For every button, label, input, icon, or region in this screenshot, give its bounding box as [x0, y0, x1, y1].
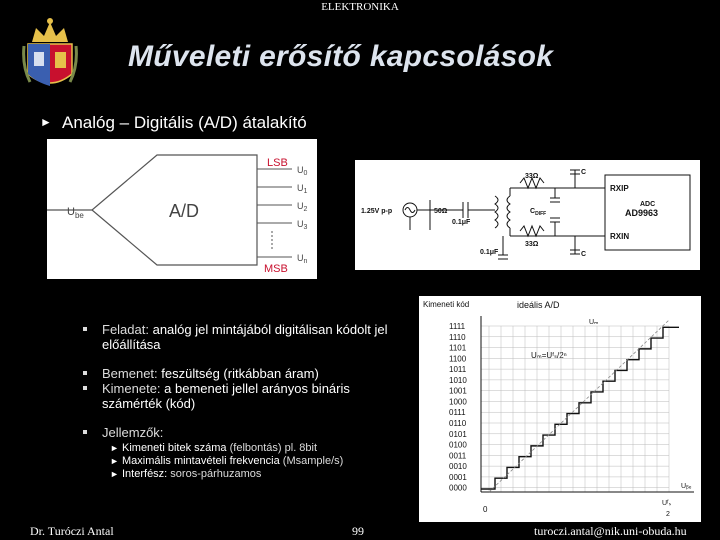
sub-bullet-item [80, 468, 410, 481]
code-label: 0100 [449, 440, 467, 450]
um-label: Uₘ [589, 319, 599, 326]
msb-label: MSB [264, 263, 288, 275]
output-un: $U_n$ [297, 253, 308, 265]
sub-bullet-text: (felbontás) pl. 8bit [229, 442, 318, 454]
code-label: 1000 [449, 397, 467, 407]
bullet-text: a bemeneti jellel arányos bináris számérték (kód) [102, 381, 350, 411]
bullet-key: Jellemzők: [102, 425, 164, 440]
staircase-title: ideális A/D [517, 300, 560, 310]
ad-block-label: A/D [169, 201, 200, 221]
rxip-pin-label: RXIP [610, 184, 629, 193]
x-fs2-label: 2 [666, 511, 670, 518]
university-crest-logo [22, 16, 78, 94]
sub-bullet-item [80, 442, 410, 455]
x-zero-label: 0 [483, 505, 488, 514]
bullet-text: feszültség (ritkábban áram) [161, 366, 319, 381]
c-01uf-label: 0.1μF [452, 219, 471, 226]
bullet-key: Bemenet: [102, 366, 162, 381]
code-label: 0011 [449, 451, 467, 461]
adc-label: ADC [640, 201, 656, 208]
c2-label: 0.1μF [480, 249, 499, 256]
code-label: 0110 [449, 419, 467, 429]
code-label: 1101 [449, 343, 467, 353]
bullet-item [80, 322, 410, 352]
bullet-arrow-icon: ► [40, 115, 52, 129]
slide-title: Műveleti erősítő kapcsolások [128, 40, 554, 73]
header-title: ELEKTRONIKA [321, 1, 399, 13]
input-label: $U_{be}$ [67, 206, 84, 220]
bullet-item [80, 425, 410, 440]
staircase-formula: Uₘ=Uᶠₛ/2ⁿ [531, 351, 567, 360]
sub-bullet-arrow-icon: ► [110, 443, 119, 453]
slide-subtitle [40, 113, 307, 133]
sub-bullet-arrow-icon: ► [110, 456, 119, 466]
bullet-square-icon [83, 430, 87, 434]
ad-block-diagram [47, 139, 317, 279]
bullet-list [80, 322, 410, 481]
rxin-pin-label: RXIN [610, 232, 630, 241]
ube-label: Uᵦₑ [681, 483, 692, 490]
bullet-square-icon [83, 386, 87, 390]
bullet-square-icon [83, 327, 87, 331]
cdiff-label: $C_{DIFF}$ [530, 208, 547, 217]
bullet-square-icon [83, 371, 87, 375]
code-label: 1110 [449, 332, 466, 342]
sub-bullet-text: soros-párhuzamos [170, 468, 262, 480]
code-label: 1100 [449, 354, 467, 364]
footer-author: Dr. Turóczi Antal [30, 524, 114, 538]
bullet-item [80, 366, 410, 381]
output-u1: $U_1$ [297, 183, 308, 195]
x-fs-label: Uᶠₛ [662, 500, 672, 507]
sub-bullet-key: Kimeneti bitek száma [122, 442, 230, 454]
footer-page-number: 99 [352, 524, 364, 538]
sub-bullet-key: Maximális mintavételi frekvencia [122, 455, 283, 467]
staircase-ylabel: Kimeneti kód [423, 300, 470, 309]
code-label: 1001 [449, 386, 467, 396]
r-50-label: 50Ω [434, 208, 448, 215]
bullet-key: Kimenete: [102, 381, 165, 396]
sub-bullet-item [80, 455, 410, 468]
code-label: 1111 [449, 322, 466, 331]
sub-bullet-key: Interfész: [122, 468, 171, 480]
code-label: 0010 [449, 462, 467, 472]
code-label: 1010 [449, 375, 467, 385]
ad-transfer-staircase-diagram [419, 296, 701, 522]
bullet-key: Feladat: [102, 322, 153, 337]
footer-email: turoczi.antal@nik.uni-obuda.hu [534, 524, 687, 538]
output-u2: $U_2$ [297, 201, 308, 213]
output-u0: $U_0$ [297, 165, 308, 177]
output-u3: $U_3$ [297, 219, 308, 231]
code-label: 0001 [449, 472, 467, 482]
bullet-item [80, 381, 410, 411]
source-label: 1.25V p-p [361, 208, 393, 215]
code-label: 0111 [449, 408, 466, 418]
c-top-label: C [581, 169, 587, 176]
sub-bullet-arrow-icon: ► [110, 469, 119, 479]
bullet-text: analóg jel mintájából digitálisan kódolt jel előállítása [102, 322, 388, 352]
lsb-label: LSB [267, 157, 288, 169]
code-label: 0101 [449, 429, 467, 439]
r-33-top-label: 33Ω [525, 173, 539, 180]
r-33-bottom-label: 33Ω [525, 241, 539, 248]
code-label: 0000 [449, 483, 467, 493]
subtitle-text: Analóg – Digitális (A/D) átalakító [62, 113, 307, 132]
c-bottom-label: C [581, 251, 587, 258]
sub-bullet-text: (Msample/s) [282, 455, 344, 467]
code-label: 1011 [449, 365, 467, 375]
chip-name-label: AD9963 [625, 208, 659, 218]
adc-input-circuit-diagram [355, 160, 700, 270]
